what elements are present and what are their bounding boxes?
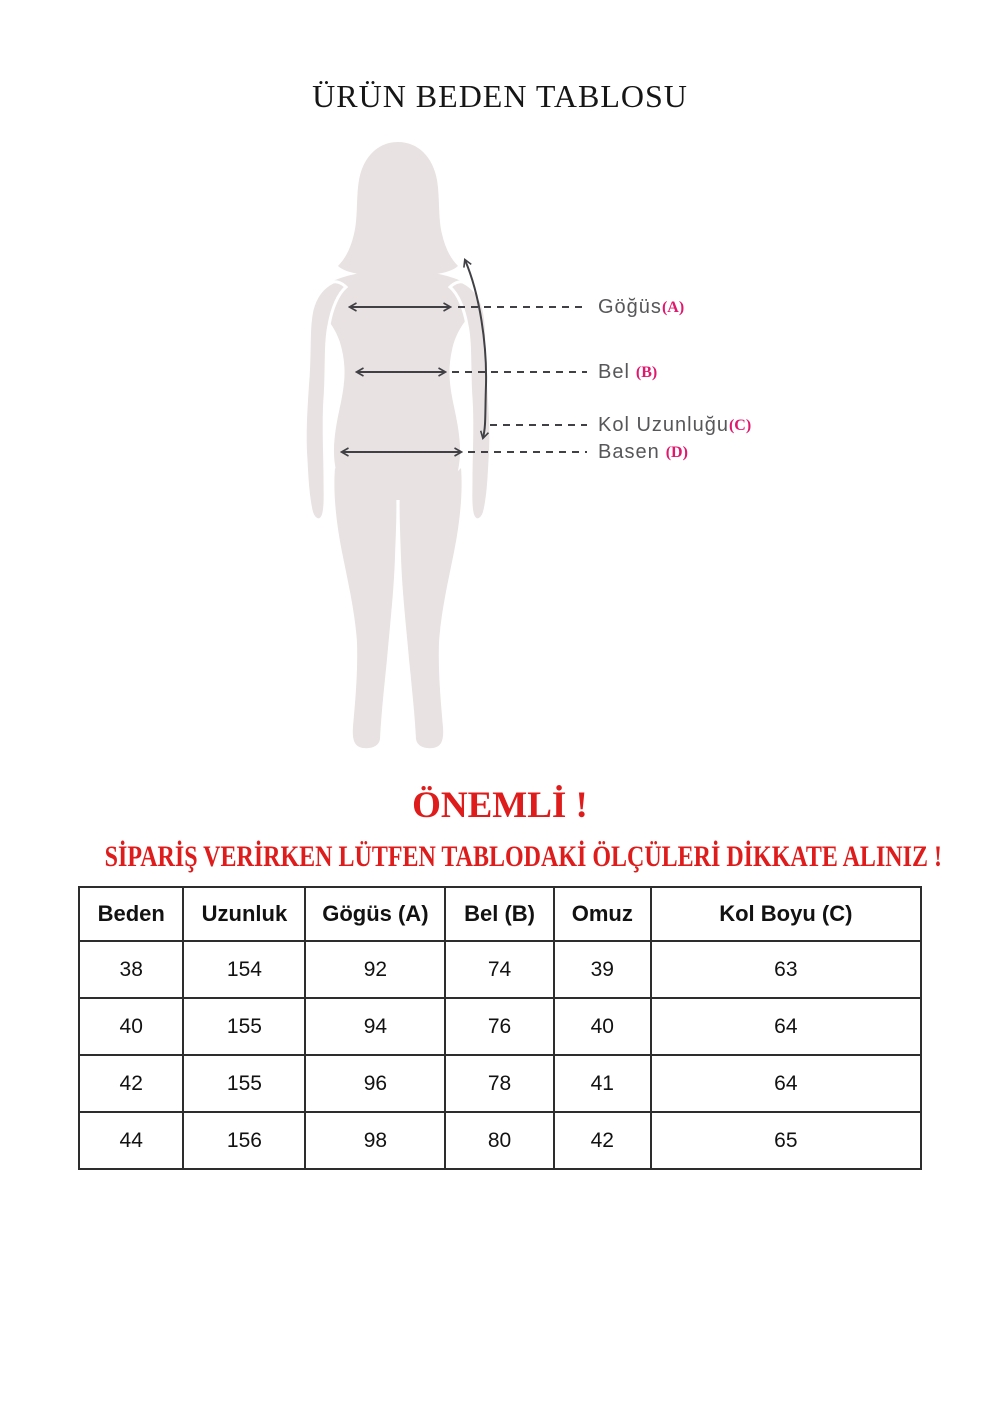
measurement-name: Kol Uzunluğu bbox=[598, 414, 729, 436]
notice-heading: ÖNEMLİ ! bbox=[412, 785, 588, 826]
size-cell: 155 bbox=[183, 998, 305, 1055]
measurement-code: (C) bbox=[728, 417, 752, 434]
page-title: ÜRÜN BEDEN TABLOSU bbox=[312, 78, 688, 114]
size-cell: 64 bbox=[651, 1055, 921, 1112]
size-cell: 65 bbox=[651, 1112, 921, 1169]
measurement-name: Göğüs bbox=[598, 296, 662, 318]
size-row-44 bbox=[79, 1112, 921, 1169]
size-cell: 94 bbox=[305, 998, 445, 1055]
size-cell: 40 bbox=[79, 998, 183, 1055]
measurement-label-waist bbox=[598, 359, 657, 385]
measurement-code: (D) bbox=[665, 444, 688, 461]
notice-warning-text: SİPARİŞ VERİRKEN LÜTFEN TABLODAKİ ÖLÇÜLERİ DİKKATE ALINIZ ! bbox=[104, 840, 942, 873]
measurement-label-arm-length bbox=[598, 412, 751, 438]
measurement-name: Bel bbox=[598, 361, 630, 383]
size-cell: 156 bbox=[183, 1112, 305, 1169]
size-cell: 96 bbox=[305, 1055, 445, 1112]
size-cell: 42 bbox=[79, 1055, 183, 1112]
size-cell: 98 bbox=[305, 1112, 445, 1169]
measurement-label-chest bbox=[598, 294, 684, 320]
measurement-code: (A) bbox=[661, 299, 685, 316]
size-cell: 41 bbox=[554, 1055, 651, 1112]
size-cell: 80 bbox=[445, 1112, 554, 1169]
measurement-name: Basen bbox=[598, 441, 660, 463]
size-cell: 76 bbox=[445, 998, 554, 1055]
size-cell: 78 bbox=[445, 1055, 554, 1112]
size-row-40 bbox=[79, 998, 921, 1055]
size-cell: 74 bbox=[445, 941, 554, 998]
size-cell: 39 bbox=[554, 941, 651, 998]
col-header-uzunluk: Uzunluk bbox=[183, 887, 305, 941]
size-cell: 63 bbox=[651, 941, 921, 998]
col-header-omuz: Omuz bbox=[554, 887, 651, 941]
measurement-label-hip bbox=[598, 439, 688, 465]
size-cell: 154 bbox=[183, 941, 305, 998]
col-header-kol-boyu: Kol Boyu (C) bbox=[651, 887, 921, 941]
size-cell: 155 bbox=[183, 1055, 305, 1112]
size-cell: 38 bbox=[79, 941, 183, 998]
size-table bbox=[78, 886, 922, 1170]
size-cell: 92 bbox=[305, 941, 445, 998]
size-cell: 42 bbox=[554, 1112, 651, 1169]
size-table-header-row bbox=[79, 887, 921, 941]
col-header-gogus: Gögüs (A) bbox=[305, 887, 445, 941]
size-cell: 64 bbox=[651, 998, 921, 1055]
measurement-code: (B) bbox=[635, 364, 658, 381]
col-header-beden: Beden bbox=[79, 887, 183, 941]
body-silhouette-icon bbox=[305, 142, 491, 748]
size-cell: 44 bbox=[79, 1112, 183, 1169]
size-cell: 40 bbox=[554, 998, 651, 1055]
size-row-38 bbox=[79, 941, 921, 998]
notice-warning bbox=[0, 840, 1000, 874]
col-header-bel: Bel (B) bbox=[445, 887, 554, 941]
size-row-42 bbox=[79, 1055, 921, 1112]
